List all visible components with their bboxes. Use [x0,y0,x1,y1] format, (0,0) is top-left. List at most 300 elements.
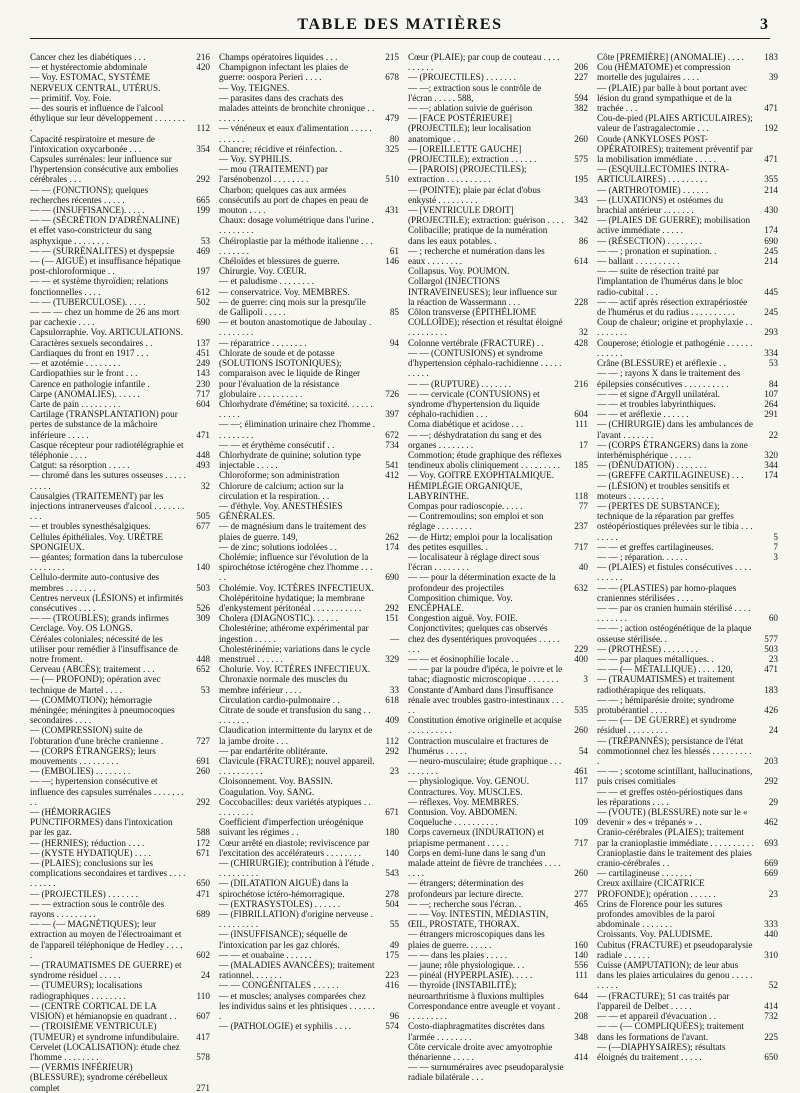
index-entry [597,409,778,419]
entry-text: Coagulation. Voy. SANG. [219,786,315,797]
entry-page-number: 32 [578,327,588,338]
entry-text: — (KYSTE HYDATIQUE) . . . . [30,847,151,858]
index-entry [219,705,399,725]
entry-page-number: 140 [385,847,399,858]
entry-text: — (TRAUMATISMES) et traitement radiothérapique des reliquats. [597,674,735,695]
entry-text: — Contremoulins; son emploi et son réglage . . . . . . . . [408,511,544,532]
entry-text: — — ; hémiparésie droite; syndrome protubérantiel . . . . [597,694,735,715]
index-entry [597,501,778,542]
index-entry [597,246,778,256]
entry-page-number: 677 [196,521,210,532]
index-entry [30,766,210,776]
entry-page-number: 612 [196,286,210,297]
entry-page-number: 588 [196,827,210,838]
index-entry [30,634,210,665]
entry-text: — — ; réparation. . . . . . [597,551,688,562]
entry-page-number: 693 [764,837,778,848]
entry-text: — [PAROIS] (PROJECTILES); extraction . . . . . . . . . . [408,164,527,185]
entry-text: — — et appareil d'évacuation . . [597,1011,717,1022]
entry-page-number: 3 [773,551,778,562]
entry-text: — — ; rayons X dans le traitement des épilepsies consécutives . . . . . . . . . . [597,368,741,389]
entry-text: Capsules surrénales: leur influence sur l'hypertension consécutive aux embolies cérébrales . . . [30,154,179,185]
index-entry [219,215,399,235]
index-entry [219,287,399,297]
entry-text: — (PLAIES) et fistules consécutives . . . . . . . . . . [597,562,752,583]
index-entry [408,379,588,389]
entry-page-number: 526 [196,602,210,613]
entry-text: Cholépéritoine hydatique; la membrane d'enkystement péritonéal . . . . . . . . . . . [219,592,365,613]
entry-text: — — par os cranien humain stérilisé . . . . . . . . . . . [597,602,751,624]
entry-page-number: 32 [200,480,210,491]
entry-text: — — (— MAGNÉTIQUES); leur extraction au moyen de l'électroaimant et de l'appareil téléphonique de Hedley . . . . . [30,919,183,960]
index-entry [30,399,210,409]
index-entry [408,715,588,735]
entry-text: Coqueluche . . . . . . . . . . [408,817,498,828]
entry-page-number: 215 [385,52,399,62]
index-entry [408,736,588,756]
entry-text: — vénéneux et eaux d'alimentation . . . . . . . . . . . [219,123,372,144]
entry-page-number: 669 [764,858,778,869]
index-entry [219,695,399,705]
entry-page-number: 84 [768,378,778,389]
entry-page-number: 344 [764,460,778,471]
index-entry [30,62,210,72]
index-entry [30,348,210,358]
entry-text: — (HERNIES); réduction . . . . [30,837,145,848]
entry-text: Chlorate de soude et de potasse (SOLUTIONS ISOTONIQUES); comparaison avec le liquide de Ringer pour l'évaluation de la résistance globulaire . . . . . . . . . . [219,347,361,399]
entry-text: Crins de Florence pour les sutures profondes amovibles de la paroi abdominale . . . . . . . [597,898,723,930]
entry-text: Coude (ANKYLOSES POST-OPÉRATOIRES); traitement préventif par la mobilisation immédiate . . . . . [597,133,753,165]
entry-page-number: 60 [768,613,778,624]
entry-page-number: 249 [196,358,210,369]
index-entry [408,848,588,879]
entry-text: — — (— MÉTALLIQUE) . . . . 120, [597,664,733,675]
entry-page-number: 727 [196,735,210,746]
index-entry [597,674,778,694]
entry-text: — de Hirtz; emploi pour la localisation des petites esquilles. . [408,531,553,552]
index-entry [408,246,588,266]
index-entry [30,338,210,348]
index-entry [219,593,399,613]
entry-page-number: 140 [196,562,210,573]
entry-page-number: 678 [385,72,399,83]
entry-page-number: 665 [196,194,210,205]
entry-page-number: 216 [196,52,210,62]
entry-page-number: 309 [196,613,210,624]
index-entry [30,307,210,327]
entry-page-number: 594 [574,92,588,103]
entry-page-number: 607 [196,1011,210,1022]
index-entry [408,960,588,970]
entry-text: — et muscles; analyses comparées chez les individus sains et les phtisiques . . . . . . . [219,990,375,1022]
entry-text: Chloroforme; son administration [219,470,340,481]
index-entry [30,889,210,899]
index-entry [30,215,210,246]
index-entry [219,960,399,980]
entry-page-number: 214 [764,256,778,267]
index-entry [219,929,399,949]
entry-text: — réflexes. Voy. MEMBRES. [408,796,519,807]
entry-text: — (LÉSION) et troubles sensitifs et moteurs . . . . . . . . [597,480,730,501]
index-entry [219,317,399,337]
entry-text: — ballant . . . . . . . . . . [597,256,680,267]
index-entry [408,776,588,786]
entry-text: — de magnésium dans le traitement des plaies de guerre. 149, [219,521,366,542]
entry-text: — (FRACTURE); 51 cas traités par l'appareil de Delbet . . . . . [597,990,730,1011]
entry-text: — — et système thyroïdien; relations fonctionnelles . . . . [30,276,169,297]
index-entry [597,419,778,439]
index-entry [408,1021,588,1041]
entry-text: — par endartérite oblitérante. [219,745,328,756]
entry-text: — — (RUPTURE) . . . . . . . [408,378,512,389]
index-entry [597,695,778,715]
entry-text: — (MALADIES AVANCÉES); traitement rationnel. . . . . . . [219,960,375,981]
entry-text: — (EXTRASYSTOLES) . . . . . . [219,898,341,909]
index-entry [408,807,588,817]
index-entry [408,83,588,103]
entry-text: Corps caverneux (INDURATION) et priapisme permanent . . . . . [408,827,544,848]
entry-page-number: 329 [385,653,399,664]
index-entry [219,297,399,317]
entry-text: — — (CONTUSIONS) et syndrome d'hypertension céphalo-rachidienne . . . . . . . . . . [408,347,562,379]
entry-text: Cholémie. Voy. ICTÈRES INFECTIEUX. [219,582,374,593]
entry-page-number: 262 [385,531,399,542]
index-entry [597,1021,778,1041]
entry-text: — physiologique. Voy. GENOU. [408,776,530,787]
entry-text: Clavicule (FRACTURE); nouvel appareil. . . . . . . . . . . [219,756,375,777]
entry-page-number: 112 [385,735,399,746]
entry-page-number: 111 [574,419,588,430]
entry-page-number: 29 [768,796,778,807]
entry-text: Commotion; étude graphique des réflexes tendineux abolis cliniquement . . . . . . . . . [408,449,562,471]
index-entry [219,878,399,898]
entry-text: Chronaxie normale des muscles du membre inférieur . . . . [219,674,348,695]
index-entry [219,950,399,960]
entry-page-number: 732 [764,1011,778,1022]
entry-text: Capacité respiratoire et mesure de l'intoxication oxycarbonée . . . [30,133,155,154]
index-entry [219,725,399,745]
index-entry [597,317,778,337]
index-entry [219,481,399,501]
entry-text: Congestion aiguë. Voy. FOIE. [408,613,518,624]
entry-text: — et azotémie . . . . . . . . [30,358,121,369]
index-entry [597,164,778,184]
index-entry [408,1062,588,1082]
entry-text: — (ESQUILLECTOMIES INTRA-ARTICULAIRES) . . . . . . . . . [597,164,730,185]
entry-page-number: 717 [574,837,588,848]
entry-page-number: 578 [196,1051,210,1062]
entry-page-number: 671 [385,807,399,818]
entry-page-number: 24 [768,725,778,736]
entry-text: — (— AIGUË) et insuffisance hépatique post-chloroformique . . [30,256,181,277]
index-entry [408,338,588,348]
entry-page-number: 245 [764,307,778,318]
entry-page-number: 49 [389,939,399,950]
entry-text: Contraction musculaire et fractures de l'humérus . . . . . [408,735,549,756]
index-entry [597,134,778,165]
index-entry [597,868,778,878]
index-entry [219,552,399,583]
index-entry [219,746,399,756]
entry-page-number: 412 [385,470,399,481]
index-entry [219,664,399,674]
entry-page-number: 652 [196,664,210,675]
index-entry [219,674,399,694]
entry-text: — localisateur à réglage direct sous l'écran . . . . . . . . [408,551,540,573]
index-entry [30,1042,210,1062]
index-entry [219,348,399,399]
entry-text: Catgut: sa résorption . . . . . [30,460,130,471]
entry-page-number: 53 [768,358,778,369]
entry-page-number: 140 [574,949,588,960]
index-entry [30,409,210,440]
entry-page-number: 734 [385,439,399,450]
index-entry [30,572,210,592]
entry-page-number: 55 [389,919,399,930]
index-entry [30,246,210,256]
entry-page-number: 479 [385,113,399,124]
index-entry [597,389,778,399]
index-entry [219,62,399,82]
entry-text: Coefficient d'imperfection uréogénique suivant les régimes . . [219,817,364,838]
index-entry [408,817,588,827]
entry-text: Cholestérinémie; variations dans le cycle menstruel . . . . . . [219,643,371,664]
entry-page-number: 618 [385,694,399,705]
index-entry [597,62,778,82]
entry-page-number: 174 [385,541,399,552]
entry-page-number: 717 [574,541,588,552]
entry-text: Cou (HÉMATOME) et compression mortelle des jugulaires . . . . [597,62,731,83]
entry-page-number: 53 [200,235,210,246]
entry-page-number: 53 [200,684,210,695]
index-entry [408,756,588,776]
index-entry [219,185,399,216]
index-entry [30,358,210,368]
index-columns [30,52,778,1093]
entry-text: Composition chimique. Voy. ENCÉPHALE. [408,592,513,613]
entry-page-number: 107 [764,388,778,399]
index-column-1 [30,52,210,1093]
entry-page-number: 146 [385,256,399,267]
entry-page-number: 52 [768,980,778,991]
index-entry [30,695,210,726]
entry-text: Colibacille; pratique de la numération dans les eaux potables. . [408,225,548,246]
index-entry [30,1001,210,1021]
entry-page-number: 334 [764,347,778,358]
entry-text: — — (— DE GUERRE) et syndrome résiduel . . . . . . . . . [597,715,737,736]
index-entry [408,664,588,684]
index-entry [597,583,778,603]
entry-text: — —; recherche sous l'écran. . [408,898,522,909]
entry-text: Chlorhydrate d'émétine; sa toxicité. . . . . . . . . . . [219,398,373,420]
entry-page-number: 469 [196,245,210,256]
entry-page-number: 172 [196,837,210,848]
entry-page-number: 85 [389,307,399,318]
entry-text: — (EMBOLIES) . . . . . . . . [30,766,131,777]
entry-text: — (RÉSECTION) . . . . . . . . [597,235,702,246]
entry-page-number: 260 [196,766,210,777]
entry-page-number: 40 [578,562,588,573]
index-entry [408,797,588,807]
entry-page-number: — [389,633,399,644]
index-entry [597,827,778,847]
entry-page-number: 354 [196,143,210,154]
entry-text: — — par plaques métalliques. . [597,653,714,664]
entry-page-number: 333 [764,919,778,930]
index-entry [30,674,210,694]
index-entry [30,276,210,296]
index-entry [219,980,399,990]
entry-text: — réparatrice . . . . . . . . [219,337,307,348]
entry-page-number: 3 [583,674,588,685]
index-entry [597,1042,778,1062]
entry-page-number: 112 [196,123,210,134]
index-entry [597,338,778,358]
entry-text: — — (INSUFFISANCE). . . . . [30,205,145,216]
entry-text: — (FIBRILLATION) d'origine nerveuse . . . . . . . . . . [219,909,373,930]
entry-text: — (LUXATIONS) et ostéomes du brachial antérieur . . . . . . . [597,194,724,216]
entry-page-number: 543 [385,868,399,879]
entry-page-number: 691 [196,756,210,767]
index-entry [408,266,588,276]
entry-text: — (PLAIES DE GUERRE); mobilisation active immédiate . . . . . [597,215,751,236]
entry-text: — (CHIRURGIE); contribution à l'étude . . . . . . . . . . [219,858,374,879]
index-entry [408,511,588,531]
index-entry [219,756,399,776]
entry-page-number: 117 [574,776,588,787]
index-entry [408,307,588,338]
entry-page-number: 151 [385,613,399,624]
entry-text: — de zinc; solutions iodolées . . [219,541,337,552]
index-entry [219,399,399,419]
entry-text: — — et troubles labyrinthiques. [597,398,716,409]
entry-page-number: 260 [574,725,588,736]
entry-text: — neuro-musculaire; étude graphique . . . . . . . . . . [408,756,562,777]
index-entry [219,858,399,878]
entry-text: — (PERTES DE SUBSTANCE); technique de la réparation par greffes ostéopériostiques prélevées sur le tibia . . . . . . . . [597,500,753,542]
entry-page-number: 602 [196,949,210,960]
entry-text: Cuisse (AMPUTATION); de leur abus dans les plaies articulaires du genou . . . . . . . . . . [597,960,753,991]
entry-text: — chromé dans les sutures osseuses . . . . . . . . . . [30,470,186,491]
entry-text: Cloisonnement. Voy. BASSIN. [219,776,333,787]
index-entry [597,562,778,582]
entry-page-number: 448 [196,449,210,460]
entry-text: Céréales coloniales; nécessité de les utiliser pour remédier à l'insuffisance de notre froment. [30,633,178,664]
index-entry [408,950,588,960]
entry-text: Causalgies (TRAITEMENT) par les injections intranerveuses d'alcool . . . . . . . . . . [30,490,185,522]
entry-page-number: 417 [196,1031,210,1042]
entry-text: — (CORPS ÉTRANGERS) dans la zone interhémisphérique . . . . . [597,439,748,460]
entry-text: — (VOUTE) (BLESSURE) note sur le « devenir » des « trépanés » . . [597,807,748,828]
entry-text: Chirurgie. Voy. CŒUR. [219,266,307,277]
index-entry [408,685,588,716]
entry-page-number: 24 [200,970,210,981]
index-entry [597,623,778,643]
index-entry [597,236,778,246]
entry-page-number: 409 [385,715,399,726]
entry-text: — — suite de résection traité par l'implantation de l'humérus dans le bloc radio-cubital . . . [597,266,743,297]
entry-text: — — ; pronation et supination. . [597,245,717,256]
entry-page-number: 109 [574,817,588,828]
index-entry [408,572,588,592]
entry-text: Chancre; récidive et réinfection. . [219,143,342,154]
entry-text: Carence en pathologie infantile . [30,378,150,389]
index-column-2 [219,52,399,1076]
entry-text: Chlorure de calcium; action sur la circulation et la respiration. . . [219,480,344,501]
entry-text: — — dans les plaies . . . . . [408,949,508,960]
entry-page-number: 292 [196,796,210,807]
entry-text: Cholémie; influence sur l'évolution de la spirochétose ictérogène chez l'homme . . . . . [219,551,373,583]
index-entry [408,1001,588,1021]
page-number: 3 [760,16,768,33]
entry-text: — d'éthyle. Voy. ANESTHÉSIES GÉNÉRALES. [219,500,343,522]
index-entry [597,644,778,654]
index-entry [219,338,399,348]
index-entry [597,878,778,898]
entry-text: Cranio-cérébrales (PLAIES); traitement par la cranioplastie immédiate . . . . . . . . . . [597,827,754,848]
entry-text: Chlorhydrate de quinine; solution type injectable . . . . . [219,449,361,471]
entry-text: — parasites dans des crachats des malades atteints de bronchite chronique . . . . . . . . [219,92,375,124]
index-entry [597,215,778,235]
index-entry [30,460,210,470]
entry-text: — (COMMOTION); hémorragie méningée; méningites à pneumocoques secondaires . . . . [30,694,175,726]
entry-page-number: 39 [768,72,778,83]
entry-page-number: 690 [385,572,399,583]
entry-text: — — (FONCTIONS); quelques recherches récentes . . . . . [30,184,149,205]
entry-text: Casque récepteur pour radiotélégraphie et téléphonie . . . . [30,439,184,460]
entry-page-number: 503 [196,582,210,593]
entry-text: Coup de chaleur; origine et prophylaxie . . . . . . . . . [597,317,753,338]
entry-text: Cardiaques du front en 1917 . . . [30,347,149,358]
entry-text: Conjonctivites; quelques cas observés chez des dysentériques provoquées . . . . . . . . [408,623,560,654]
index-entry [219,623,399,643]
index-entry [30,379,210,389]
entry-page-number: 80 [389,133,399,144]
entry-text: Collapsus. Voy. POUMON. [408,266,510,277]
entry-text: Crâne (BLESSURE) et aréflexie . . [597,358,726,369]
entry-text: — — et aréflexie . . . . . . [597,409,689,420]
page-title: TABLE DES MATIÈRES [297,16,503,33]
entry-text: — — et greffes ostéo-périostiques dans les réparations . . . . [597,786,743,807]
index-entry [219,838,399,858]
entry-text: — — (SURRÉNALITES) et dyspepsie [30,245,175,256]
index-entry [30,623,210,633]
index-entry [408,419,588,429]
entry-page-number: 343 [574,194,588,205]
entry-page-number: 451 [196,347,210,358]
entry-text: — —; élimination urinaire chez l'homme . . . . . . . . . [219,419,376,440]
entry-page-number: 428 [574,337,588,348]
index-entry [219,164,399,184]
entry-text: — (INSUFFISANCE); séquelle de l'intoxication par les gaz chlorés. [219,929,348,950]
index-entry [30,72,210,92]
index-entry [30,858,210,889]
index-entry [597,929,778,939]
index-entry [30,93,210,103]
entry-text: — (CENTRE CORTICAL DE LA VISION) et hémianopsie en quadrant . . [30,1000,177,1022]
entry-text: — Voy. TEIGNES. [219,82,290,93]
entry-page-number: 604 [574,409,588,420]
entry-page-number: 23 [768,653,778,664]
entry-text: — [OREILLETTE GAUCHE] (PROJECTILE); extraction . . . . . . [408,143,537,165]
index-entry [30,134,210,154]
entry-page-number: 54 [578,745,588,756]
index-entry [408,532,588,552]
index-entry [30,1062,210,1093]
entry-page-number: 465 [574,898,588,909]
entry-page-number: 414 [764,1000,778,1011]
index-entry [597,940,778,960]
